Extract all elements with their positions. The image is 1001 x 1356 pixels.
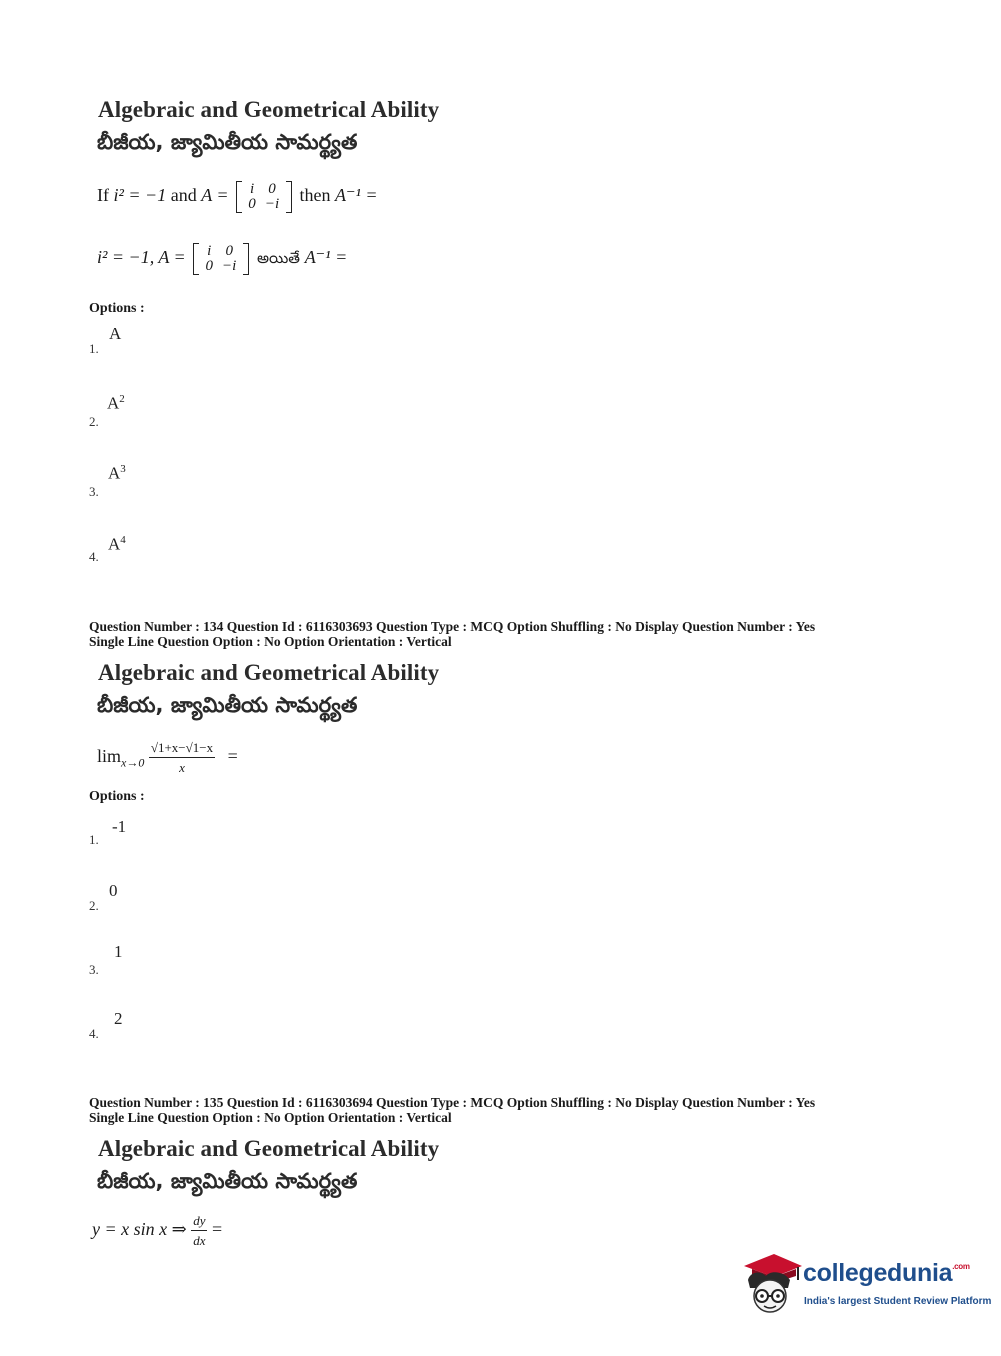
subject-heading: Algebraic and Geometrical Ability bbox=[98, 97, 440, 122]
matrix: i 0 0 −i bbox=[193, 243, 249, 275]
brand-tagline: India's largest Student Review Platform bbox=[804, 1296, 992, 1307]
subject-heading-telugu: బీజీయ, జ్యామితీయ సామర్థ్యత bbox=[97, 693, 358, 717]
question-text: y = x sin x ⇒ $\frac{dy}{dx}$ = bbox=[92, 1213, 223, 1248]
option-value[interactable]: 1 bbox=[114, 942, 123, 961]
question-text-telugu: i² = −1, A = i 0 0 −i అయితే A⁻¹ = bbox=[97, 243, 348, 274]
option-value[interactable]: $A^2$ bbox=[107, 393, 125, 413]
option-number: 3. bbox=[89, 484, 99, 499]
brand-name: collegedunia bbox=[803, 1259, 953, 1287]
options-label: Options : bbox=[89, 789, 145, 804]
option-number: 1. bbox=[89, 832, 99, 847]
question-text: $\lim_{x\to 0}$ $\frac{√1+x-√1-x}{x}$ = bbox=[97, 740, 238, 775]
option-number: 4. bbox=[89, 549, 99, 564]
option-value[interactable]: $A^4$ bbox=[108, 534, 126, 554]
brand-tld: .com bbox=[952, 1262, 970, 1271]
mascot-icon bbox=[740, 1250, 804, 1318]
subject-heading-telugu: బీజీయ, జ్యామితీయ సామర్థ్యత bbox=[97, 1169, 358, 1193]
subject-heading-telugu: బీజీయ, జ్యామితీయ సామర్థ్యత bbox=[97, 130, 358, 154]
question-meta: Question Number : 134 Question Id : 6116303693 Question Type : MCQ Option Shuffling : No Display Question Number : Yes Single Line Question Option : No Option Orientation : Vertical bbox=[89, 619, 816, 649]
fraction: $\frac{dy}{dx}$ bbox=[193, 1213, 206, 1248]
option-number: 2. bbox=[89, 898, 99, 913]
option-number: 1. bbox=[89, 341, 99, 356]
option-number: 3. bbox=[89, 962, 99, 977]
options-label: Options : bbox=[89, 301, 145, 316]
option-number: 4. bbox=[89, 1026, 99, 1041]
question-text-english: If i² = −1 and A = i 0 0 −i then A⁻¹ = bbox=[97, 181, 378, 212]
option-value[interactable]: $A^3$ bbox=[108, 463, 126, 483]
subject-heading: Algebraic and Geometrical Ability bbox=[98, 660, 440, 685]
matrix: i 0 0 −i bbox=[236, 181, 292, 213]
collegedunia-logo[interactable] bbox=[740, 1250, 992, 1322]
question-meta: Question Number : 135 Question Id : 6116303694 Question Type : MCQ Option Shuffling : No Display Question Number : Yes Single Line Question Option : No Option Orientation : Vertical bbox=[89, 1095, 816, 1125]
option-number: 2. bbox=[89, 414, 99, 429]
option-value[interactable]: 0 bbox=[109, 881, 118, 900]
option-value[interactable]: 2 bbox=[114, 1009, 123, 1028]
fraction: $\frac{√1+x-√1-x}{x}$ bbox=[150, 740, 214, 775]
option-value[interactable]: -1 bbox=[112, 817, 127, 836]
option-value[interactable]: A bbox=[109, 324, 122, 343]
subject-heading: Algebraic and Geometrical Ability bbox=[98, 1136, 440, 1161]
